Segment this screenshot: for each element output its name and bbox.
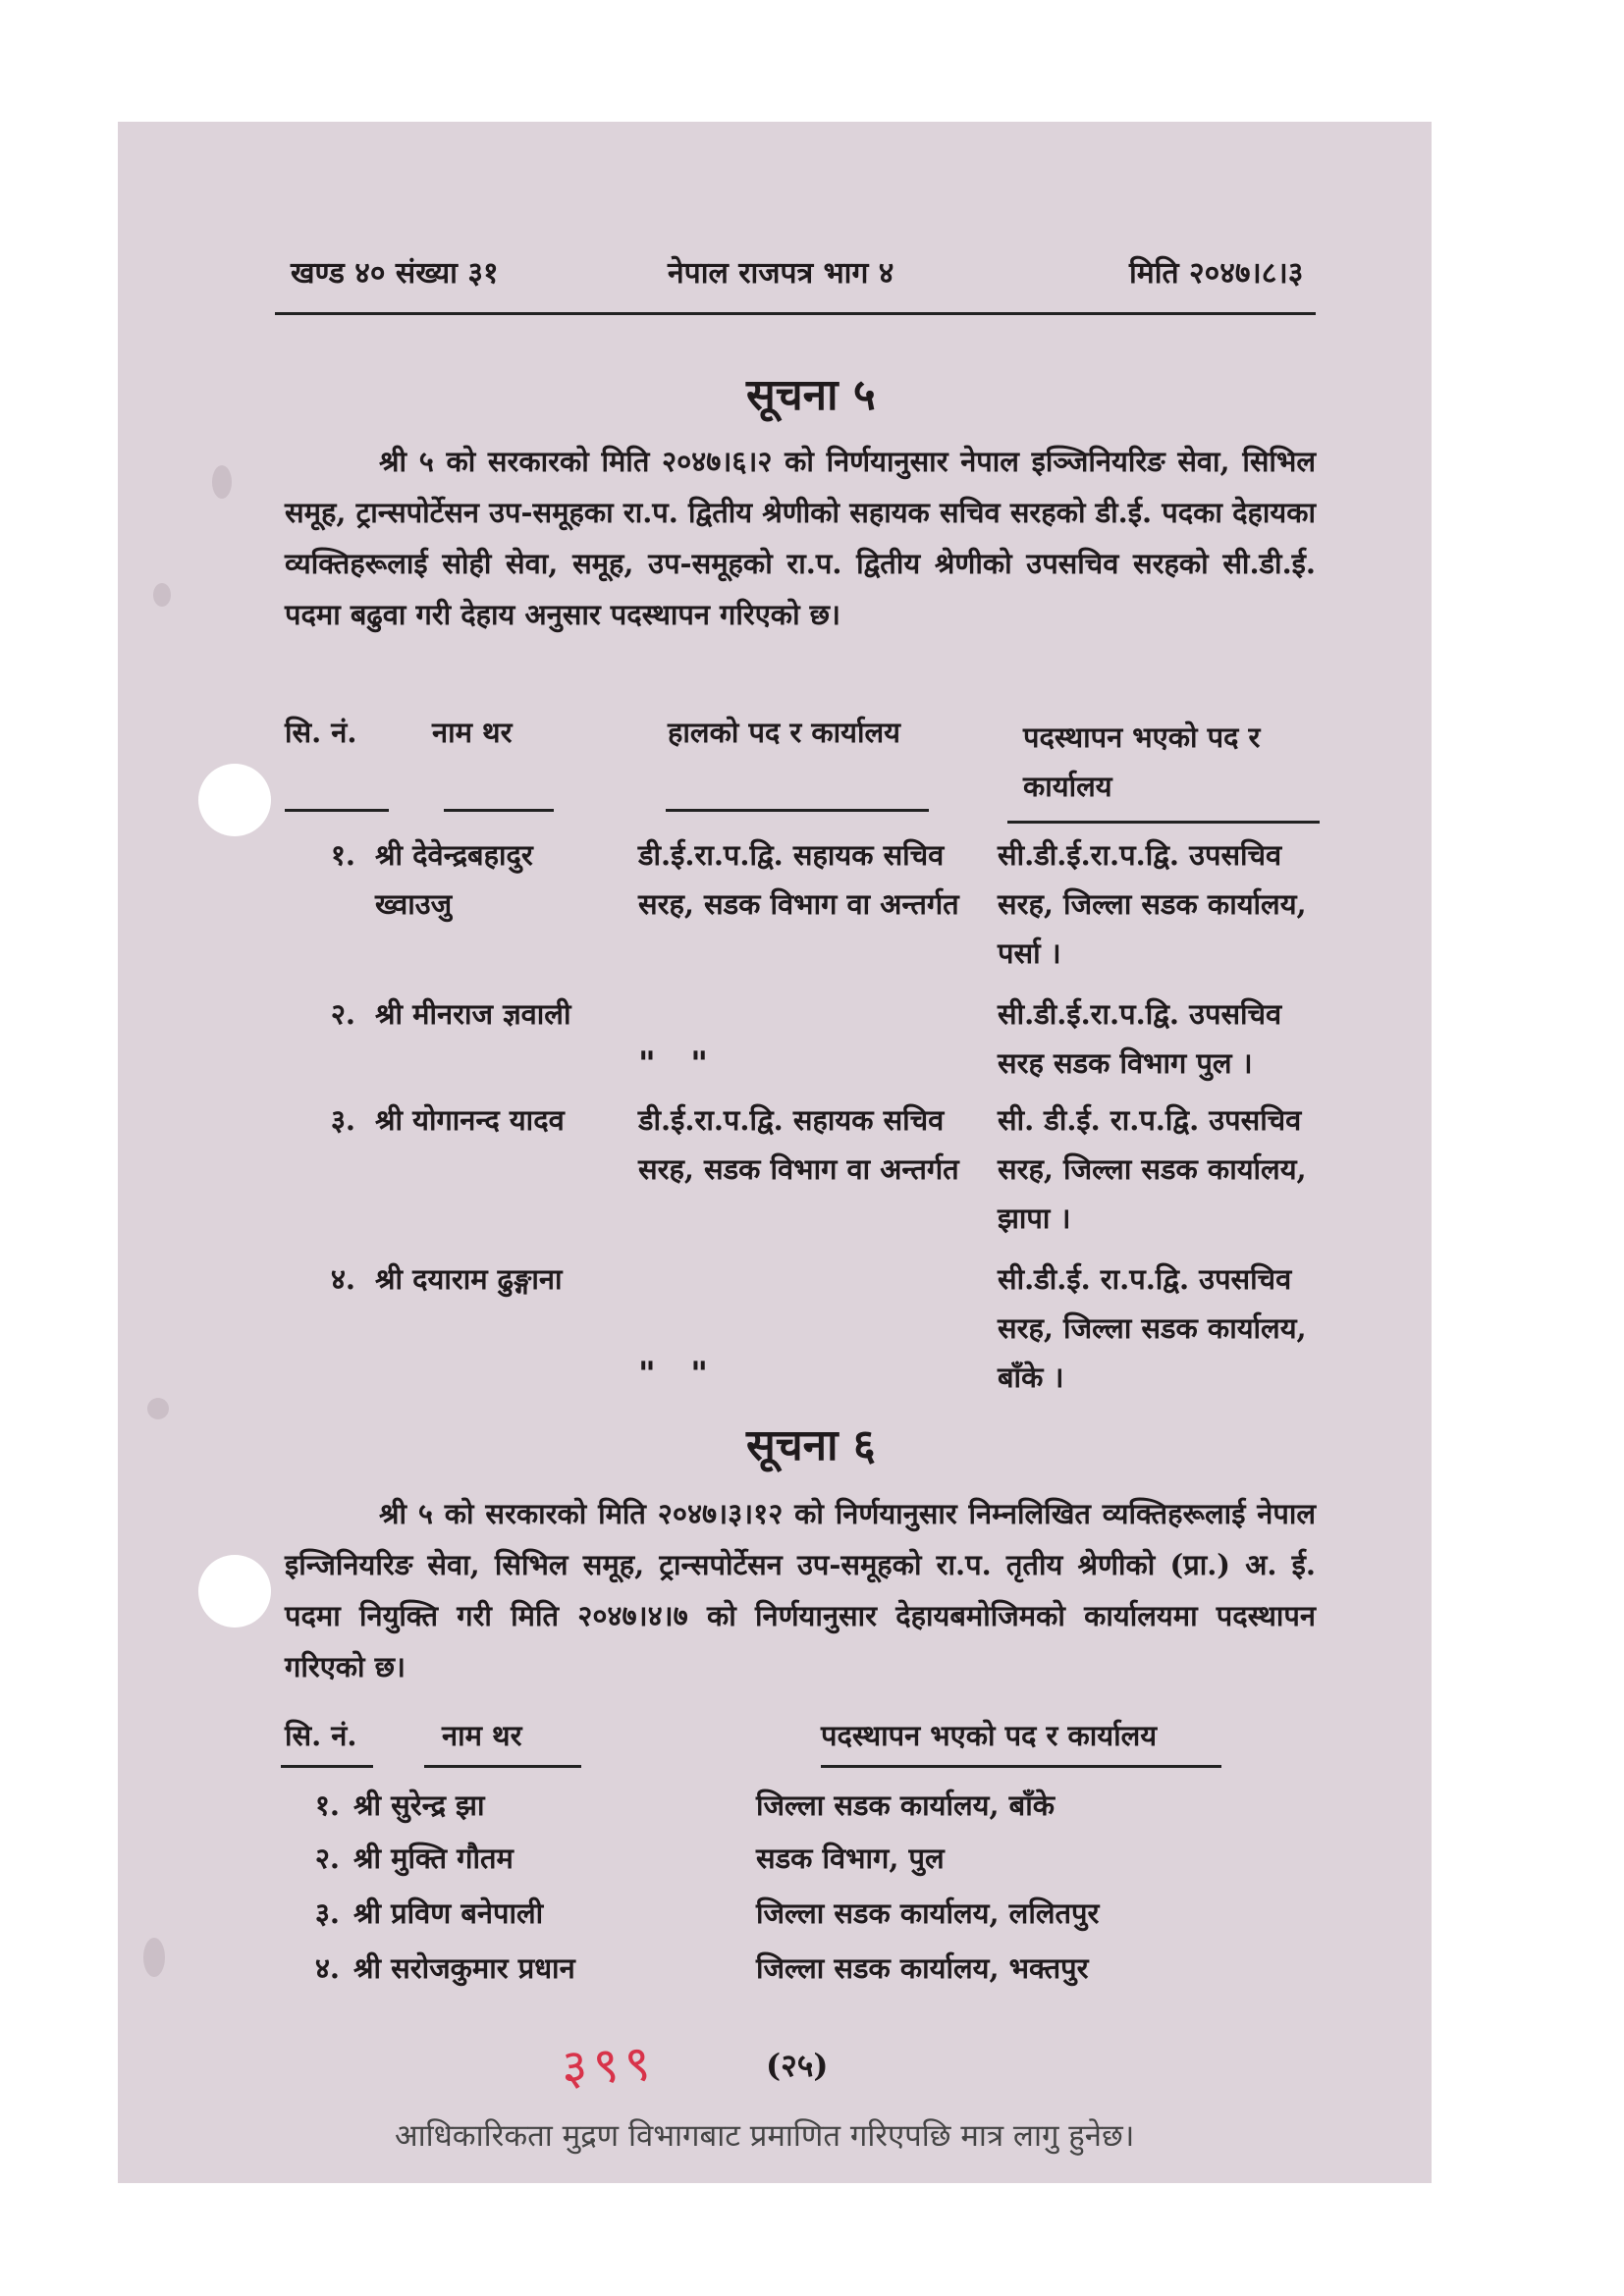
table-row-name: श्री मुक्ति गौतम	[353, 1842, 514, 1875]
table-row-current-post: " "	[638, 1044, 708, 1084]
table-row-posted: जिल्ला सडक कार्यालय, भक्तपुर	[756, 1951, 1089, 1985]
table-row-serial: १.	[330, 838, 355, 872]
smudge-mark	[153, 583, 171, 607]
table-row-name: श्री प्रविण बनेपाली	[353, 1896, 544, 1930]
underline	[666, 809, 929, 812]
smudge-mark	[143, 1938, 165, 1977]
header-rule	[275, 312, 1316, 315]
notice-6-col-serial: सि. नं.	[285, 1719, 357, 1752]
notice-5-body: श्री ५ को सरकारको मिति २०४७।६।२ को निर्णयानुसार नेपाल इञ्जिनियरिङ सेवा, सिभिल समूह, ट्रान्सपोर्टेसन उप-समूहका रा.प. द्वितीय श्रेणीको सहायक सचिव सरहको डी.ई. पदका देहायका व्यक्तिहरूलाई सोही सेवा, समूह, उप-समूहको रा.प. द्वितीय श्रेणीको उपसचिव सरहको सी.डी.ई. पदमा बढुवा गरी देहाय अनुसार पदस्थापन गरिएको छ।	[285, 445, 1316, 631]
smudge-mark	[147, 1398, 169, 1419]
table-row-posted: सी. डी.ई. रा.प.द्वि. उपसचिव सरह, जिल्ला सडक कार्यालय, झापा ।	[998, 1103, 1307, 1235]
notice-5-title: सूचना ५	[746, 370, 876, 420]
page-number: (२५)	[766, 2047, 829, 2084]
notice-5-col-name: नाम थर	[432, 716, 513, 749]
underline	[821, 1765, 1221, 1768]
publication-name: नेपाल राजपत्र भाग ४	[668, 256, 894, 291]
table-row-name: श्री देवेन्द्रबहादुर ख्वाउजु	[375, 838, 533, 921]
table-row-serial: ३.	[330, 1103, 355, 1137]
punch-hole-top	[198, 764, 271, 836]
table-row-posted: जिल्ला सडक कार्यालय, बाँके	[756, 1789, 1055, 1822]
underline	[424, 1765, 581, 1768]
notice-6-col-posted: पदस्थापन भएको पद र कार्यालय	[821, 1719, 1158, 1752]
smudge-mark	[212, 465, 232, 499]
table-row-name: श्री योगानन्द यादव	[375, 1103, 565, 1137]
table-row-current-post: " "	[638, 1355, 708, 1394]
underline	[444, 809, 554, 812]
table-row-name: श्री मीनराज ज्ञवाली	[375, 997, 571, 1031]
notice-5-col-posted: पदस्थापन भएको पद र कार्यालय	[1023, 721, 1261, 803]
underline	[285, 809, 389, 812]
underline	[1007, 821, 1320, 824]
notice-6-body: श्री ५ को सरकारको मिति २०४७।३।१२ को निर्णयानुसार निम्नलिखित व्यक्तिहरूलाई नेपाल इन्जिनियरिङ सेवा, सिभिल समूह, ट्रान्सपोर्टेसन उप-समूहको रा.प. तृतीय श्रेणीको (प्रा.) अ. ई. पदमा नियुक्ति गरी मिति २०४७।४।७ को निर्णयानुसार देहायबमोजिमको कार्यालयमा पदस्थापन गरिएको छ।	[285, 1497, 1316, 1683]
table-row-serial: ४.	[314, 1951, 340, 1985]
table-row-serial: ४.	[330, 1262, 355, 1296]
table-row-posted: जिल्ला सडक कार्यालय, ललितपुर	[756, 1896, 1100, 1930]
volume-number: खण्ड ४० संख्या ३१	[291, 256, 499, 291]
punch-hole-bottom	[198, 1555, 271, 1628]
table-row-serial: २.	[314, 1842, 340, 1875]
table-row-serial: ३.	[314, 1896, 340, 1930]
underline	[281, 1765, 373, 1768]
table-row-serial: १.	[314, 1789, 340, 1822]
table-row-current-post: डी.ई.रा.प.द्वि. सहायक सचिव सरह, सडक विभाग वा अन्तर्गत	[638, 838, 959, 921]
table-row-posted: सडक विभाग, पुल	[756, 1842, 945, 1875]
table-row-posted: सी.डी.ई. रा.प.द्वि. उपसचिव सरह, जिल्ला सडक कार्यालय, बाँके ।	[998, 1262, 1307, 1394]
gazette-page	[118, 122, 1432, 2183]
notice-6-title: सूचना ६	[746, 1420, 876, 1470]
table-row-serial: २.	[330, 997, 355, 1031]
table-row-posted: सी.डी.ई.रा.प.द्वि. उपसचिव सरह सडक विभाग पुल ।	[998, 997, 1282, 1080]
table-row-posted: सी.डी.ई.रा.प.द्वि. उपसचिव सरह, जिल्ला सडक कार्यालय, पर्सा ।	[998, 838, 1307, 970]
table-row-name: श्री दयाराम ढुङ्गाना	[375, 1262, 563, 1296]
table-row-name: श्री सुरेन्द्र झा	[353, 1789, 485, 1822]
issue-date: मिति २०४७।८।३	[1129, 256, 1304, 291]
handwritten-page-number: ३९९	[560, 2034, 658, 2097]
authenticity-footer: आधिकारिकता मुद्रण विभागबाट प्रमाणित गरिएपछि मात्र लागु हुनेछ।	[395, 2118, 1135, 2154]
notice-5-col-serial: सि. नं.	[285, 716, 357, 749]
table-row-current-post: डी.ई.रा.प.द्वि. सहायक सचिव सरह, सडक विभाग वा अन्तर्गत	[638, 1103, 959, 1186]
notice-6-col-name: नाम थर	[442, 1719, 522, 1752]
table-row-name: श्री सरोजकुमार प्रधान	[353, 1951, 575, 1985]
notice-5-col-current: हालको पद र कार्यालय	[668, 716, 900, 749]
